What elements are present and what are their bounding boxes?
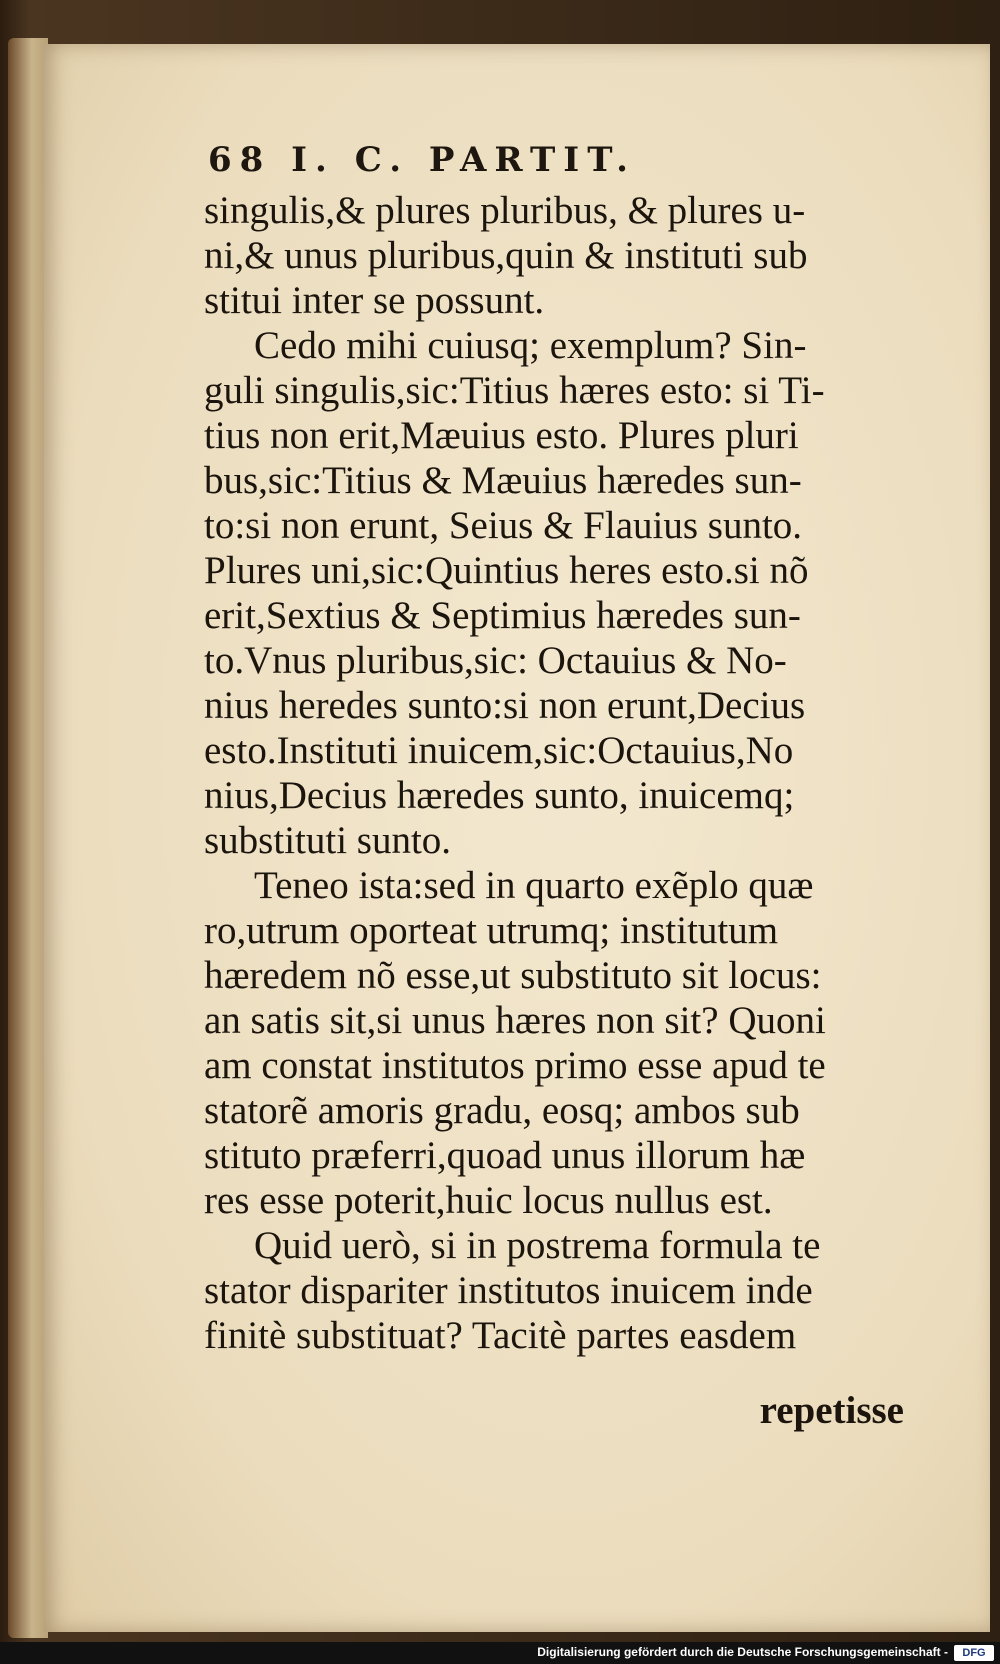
- text-line: stituto præferri,quoad unus illorum hæ: [204, 1134, 806, 1177]
- text-line: res esse poterit,huic locus nullus est.: [204, 1179, 773, 1222]
- text-line: nius,Decius hæredes sunto, inuicemq;: [204, 774, 795, 817]
- text-line: tius non erit,Mæuius esto. Plures pluri: [204, 414, 799, 457]
- text-line: am constat institutos primo esse apud te: [204, 1044, 826, 1087]
- text-line: ro,utrum oporteat utrumq; institutum: [204, 909, 779, 952]
- book-edge: [8, 38, 48, 1638]
- text-line: Teneo ista:sed in quarto exẽplo quæ: [254, 864, 814, 907]
- text-line: bus,sic:Titius & Mæuius hæredes sun-: [204, 459, 802, 502]
- text-line: finitè substituat? Tacitè partes easdem: [204, 1314, 797, 1357]
- text-line: to.Vnus pluribus,sic: Octauius & No-: [204, 639, 787, 682]
- text-line: Quid uerò, si in postrema formula te: [254, 1224, 821, 1267]
- dfg-logo: DFG: [954, 1645, 994, 1661]
- text-block: [204, 188, 924, 1358]
- text-line: singulis,& plures pluribus, & plures u-: [204, 189, 806, 232]
- running-head: 68 I. C. PARTIT.: [208, 140, 636, 180]
- text-line: hæredem nõ esse,ut substituto sit locus:: [204, 954, 822, 997]
- text-line: ni,& unus pluribus,quin & instituti sub: [204, 234, 808, 277]
- footer-bar: [0, 1642, 1000, 1664]
- text-line: Plures uni,sic:Quintius heres esto.si nõ: [204, 549, 809, 592]
- text-line: an satis sit,si unus hæres non sit? Quoni: [204, 999, 826, 1042]
- text-line: Cedo mihi cuiusq; exemplum? Sin-: [254, 324, 807, 367]
- text-line: erit,Sextius & Septimius hæredes sun-: [204, 594, 801, 637]
- text-line: statorẽ amoris gradu, eosq; ambos sub: [204, 1089, 800, 1132]
- text-line: guli singulis,sic:Titius hæres esto: si Ti-: [204, 369, 825, 412]
- funding-credit: Digitalisierung gefördert durch die Deutsche Forschungsgemeinschaft -: [537, 1645, 948, 1659]
- text-line: substituti sunto.: [204, 819, 452, 862]
- text-line: stator dispariter institutos inuicem inde: [204, 1269, 813, 1312]
- text-line: nius heredes sunto:si non erunt,Decius: [204, 684, 806, 727]
- text-line: to:si non erunt, Seius & Flauius sunto.: [204, 504, 803, 547]
- text-line: stitui inter se possunt.: [204, 279, 545, 322]
- catchword: repetisse: [759, 1389, 904, 1432]
- text-line: esto.Instituti inuicem,sic:Octauius,No: [204, 729, 794, 772]
